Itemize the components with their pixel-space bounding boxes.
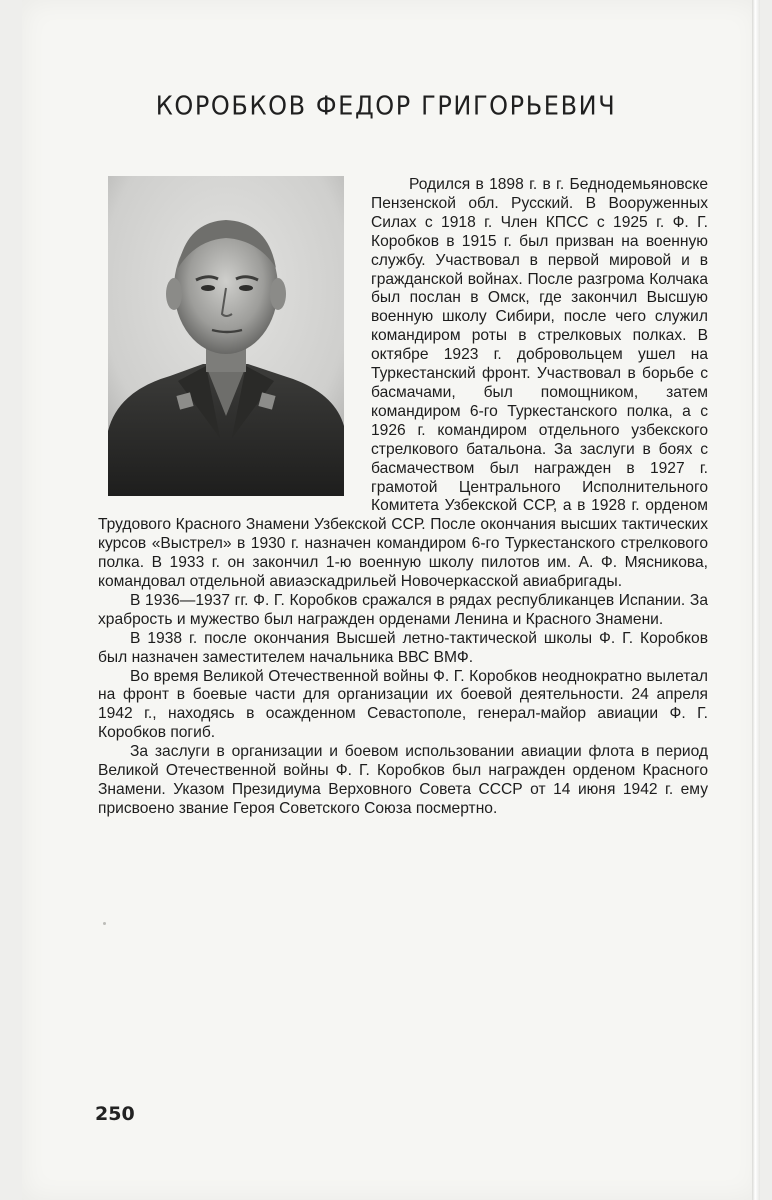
paragraph-1: Родился в 1898 г. в г. Беднодемьяновске Пензенской обл. Русский. В Вооруженных Силах с 1918 г. Член КПСС с 1925 г. Ф. Г. Коробков в 1915 г. был призван на военную службу. Участвовал в первой мировой и в гражданской войнах. После разгрома Колчака был послан в Омск, где закончил Высшую военную школу Сибири, после чего служил командиром роты в стрелковых полках. В октябре 1923 г. добровольцем ушел на Туркестанский фронт. Участвовал в борьбе с басмачами, был помощником, затем командиром 6-го Туркестанского полка, а с 1926 г. командиром отдельного узбекского стрелкового батальона. За заслуги в боях с басмачеством был награжден в 1927 г. грамотой Центрального Исполнительного Комитета Узбекской ССР, а в 1928 г. орденом Трудового Красного Знамени Узбекской ССР. После окончания высших тактических курсов «Выстрел» в 1930 г. назначен командиром 6-го Туркестанского стрелкового полка. В 1933 г. он закончил 1-ю военную школу пилотов им. А. Ф. Мясникова, командовал отдельной авиаэскадрильей Новочеркасской авиабригады.	[98, 176, 708, 591]
paragraph-5: За заслуги в организации и боевом использовании авиации флота в период Великой Отечественной войны Ф. Г. Коробков был награжден орденом Красного Знамени. Указом Президиума Верховного Совета СССР от 14 июня 1942 г. ему присвоено звание Героя Советского Союза посмертно.	[98, 743, 708, 817]
page-edge	[752, 0, 760, 1200]
page-title: КОРОБКОВ ФЕДОР ГРИГОРЬЕВИЧ	[155, 90, 617, 122]
paragraph-3: В 1938 г. после окончания Высшей летно-тактической школы Ф. Г. Коробков был назначен заместителем начальника ВВС ВМФ.	[98, 629, 708, 666]
print-speck	[103, 922, 106, 925]
biography-text	[98, 176, 708, 819]
paragraph-4: Во время Великой Отечественной войны Ф. Г. Коробков неоднократно вылетал на фронт в боевые части для организации их боевой деятельности. 24 апреля 1942 г., находясь в осажденном Севастополе, генерал-майор авиации Ф. Г. Коробков погиб.	[98, 667, 708, 742]
paragraph-2: В 1936—1937 гг. Ф. Г. Коробков сражался в рядах республиканцев Испании. За храбрость и мужество был награжден орденами Ленина и Красного Знамени.	[98, 591, 708, 628]
page-number: 250	[95, 1103, 135, 1125]
photo-spacer	[98, 176, 371, 516]
